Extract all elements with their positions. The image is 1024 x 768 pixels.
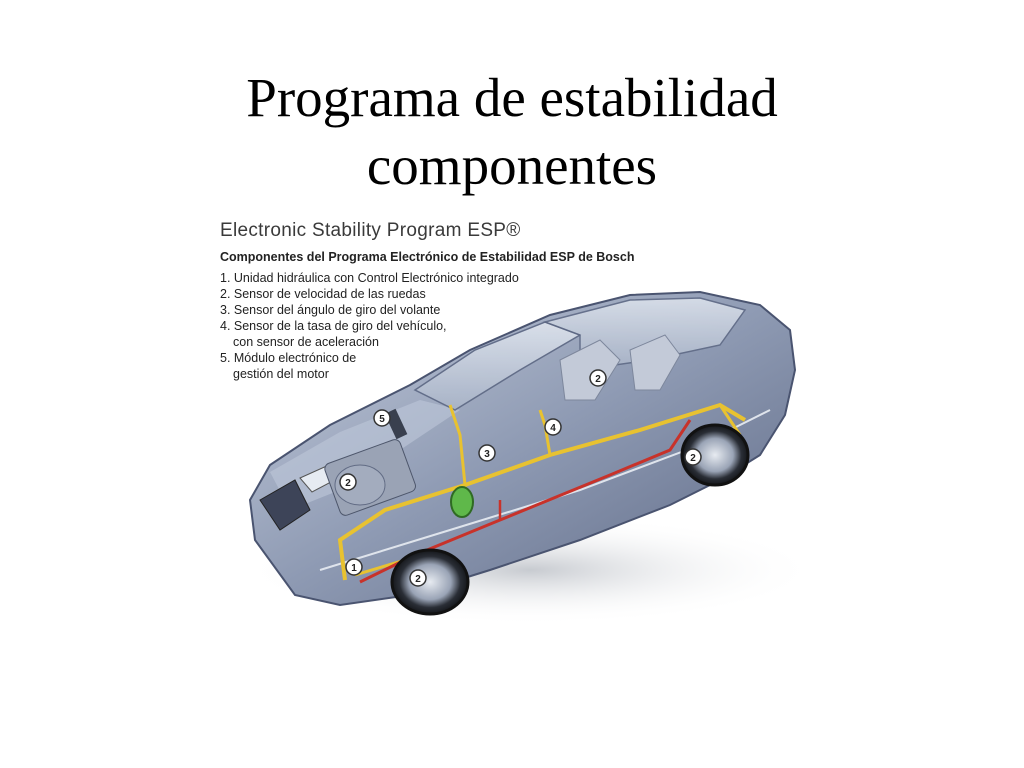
marker-2-front-right: [410, 570, 426, 586]
list-item: 2. Sensor de velocidad de las ruedas: [220, 287, 426, 301]
list-item: 5. Módulo electrónico de gestión del motor: [220, 351, 357, 381]
slide-title-line-2: componentes: [366, 135, 658, 196]
marker-5: [374, 410, 390, 426]
slide-title-line-1: Programa de estabilidad: [246, 67, 778, 128]
svg-text:3: 3: [484, 449, 490, 460]
list-item: 4. Sensor de la tasa de giro del vehículo, con sensor de aceleración: [220, 319, 447, 349]
marker-4: [545, 419, 561, 435]
marker-2-rear-right: [685, 449, 701, 465]
svg-text:2: 2: [415, 574, 421, 585]
svg-text:2: 2: [690, 453, 696, 464]
list-item: 1. Unidad hidráulica con Control Electrónico integrado: [220, 271, 519, 285]
marker-2-front-left: [340, 474, 356, 490]
svg-text:2: 2: [345, 478, 351, 489]
figure-title: Electronic Stability Program ESP®: [220, 220, 521, 241]
component-list: [220, 270, 519, 382]
svg-text:2: 2: [595, 374, 601, 385]
yaw-rate-sensor: [451, 487, 473, 517]
marker-3: [479, 445, 495, 461]
svg-text:5: 5: [379, 414, 385, 425]
esp-component-figure: [200, 210, 820, 640]
slide-title: [0, 64, 1024, 200]
svg-text:1: 1: [351, 563, 357, 574]
list-item: 3. Sensor del ángulo de giro del volante: [220, 303, 441, 317]
marker-1: [346, 559, 362, 575]
marker-2-rear-left: [590, 370, 606, 386]
figure-subtitle: Componentes del Programa Electrónico de Estabilidad ESP de Bosch: [220, 250, 635, 264]
wheel-front: [392, 550, 468, 614]
svg-text:4: 4: [550, 423, 556, 434]
